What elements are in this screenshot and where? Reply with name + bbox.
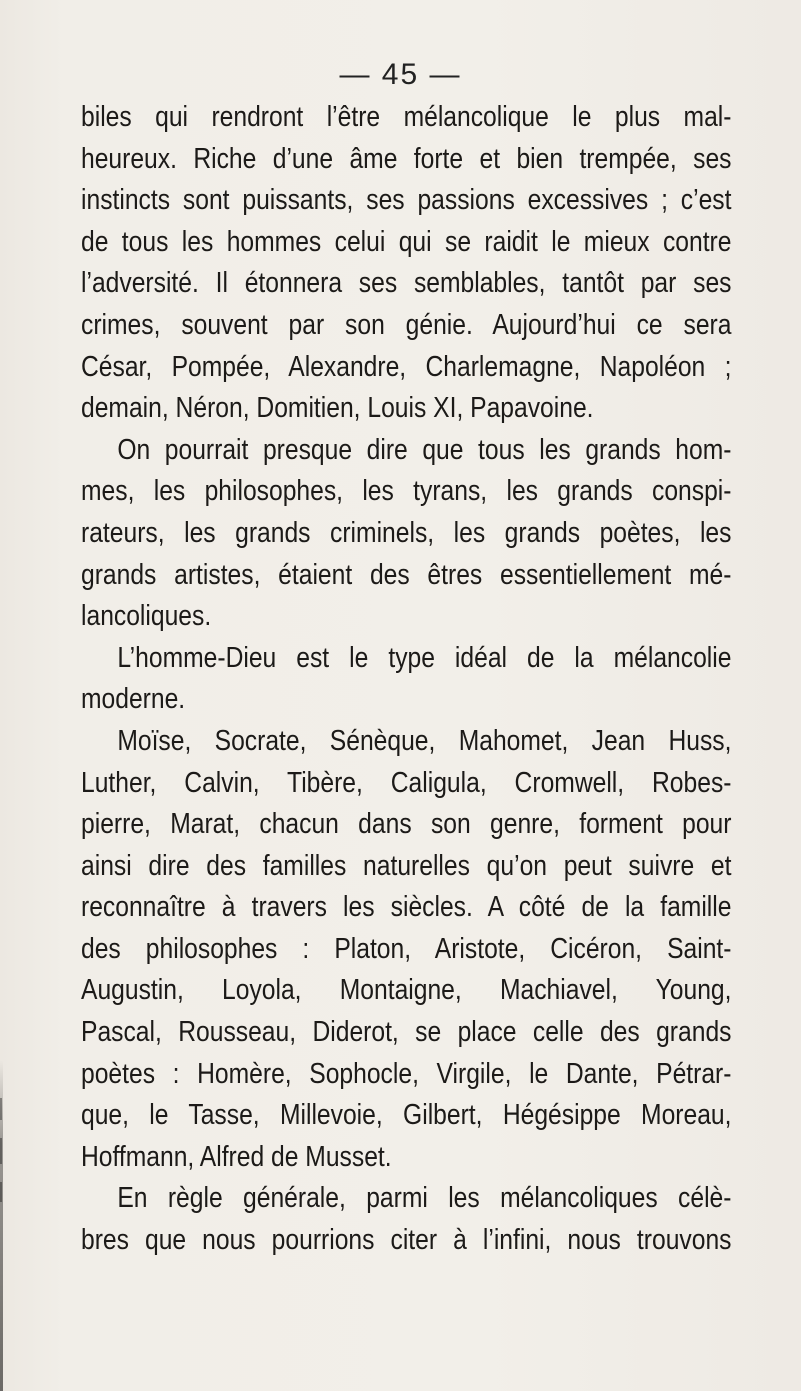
text-line: grands artistes, étaient des êtres essentiellement mé- [81,558,732,591]
text-line: demain, Néron, Domitien, Louis XI, Papavoine. [81,392,594,425]
page-edge-mark [0,1182,2,1202]
text-line: heureux. Riche d’une âme forte et bien trempée, ses [81,142,732,175]
text-line: poètes : Homère, Sophocle, Virgile, le Dante, Pétrar- [81,1057,732,1090]
text-line: Hoffmann, Alfred de Musset. [81,1140,392,1173]
text-line: L’homme-Dieu est le type idéal de la mélancolie [117,641,732,674]
text-line: de tous les hommes celui qui se raidit le mieux contre [81,225,732,258]
text-line: des philosophes : Platon, Aristote, Cicéron, Saint- [81,932,732,965]
text-line: instincts sont puissants, ses passions excessives ; c’est [81,184,732,217]
text-line: Augustin, Loyola, Montaigne, Machiavel, Young, [81,974,732,1007]
text-line: On pourrait presque dire que tous les grands hom- [117,433,732,466]
text-line: César, Pompée, Alexandre, Charlemagne, Napoléon ; [81,350,732,383]
text-line: l’adversité. Il étonnera ses semblables, tantôt par ses [81,267,732,300]
text-line: moderne. [81,683,186,716]
text-line: En règle générale, parmi les mélancoliques célè- [117,1182,732,1215]
page-number: — 45 — [339,58,462,91]
body-text [81,97,731,1262]
text-line: ainsi dire des familles naturelles qu’on peut suivre et [81,849,732,882]
text-line: Moïse, Socrate, Sénèque, Mahomet, Jean Huss, [117,724,732,757]
text-line: Pascal, Rousseau, Diderot, se place celle des grands [81,1016,732,1049]
text-line: Luther, Calvin, Tibère, Caligula, Cromwell, Robes- [81,766,732,799]
text-line: rateurs, les grands criminels, les grands poètes, les [81,516,732,549]
text-line: pierre, Marat, chacun dans son genre, forment pour [81,808,732,841]
page-edge-mark [0,1098,2,1120]
text-line: mes, les philosophes, les tyrans, les grands conspi- [81,475,732,508]
text-line: lancoliques. [81,600,212,633]
page-edge-mark [0,1138,2,1164]
text-line: biles qui rendront l’être mélancolique le plus mal- [81,101,732,133]
text-line: bres que nous pourrions citer à l’infini, nous trouvons [81,1224,732,1257]
text-line: que, le Tasse, Millevoie, Gilbert, Hégésippe Moreau, [81,1099,732,1132]
text-line: crimes, souvent par son génie. Aujourd’hui ce sera [81,308,732,341]
text-line: reconnaître à travers les siècles. A côté de la famille [81,891,732,924]
